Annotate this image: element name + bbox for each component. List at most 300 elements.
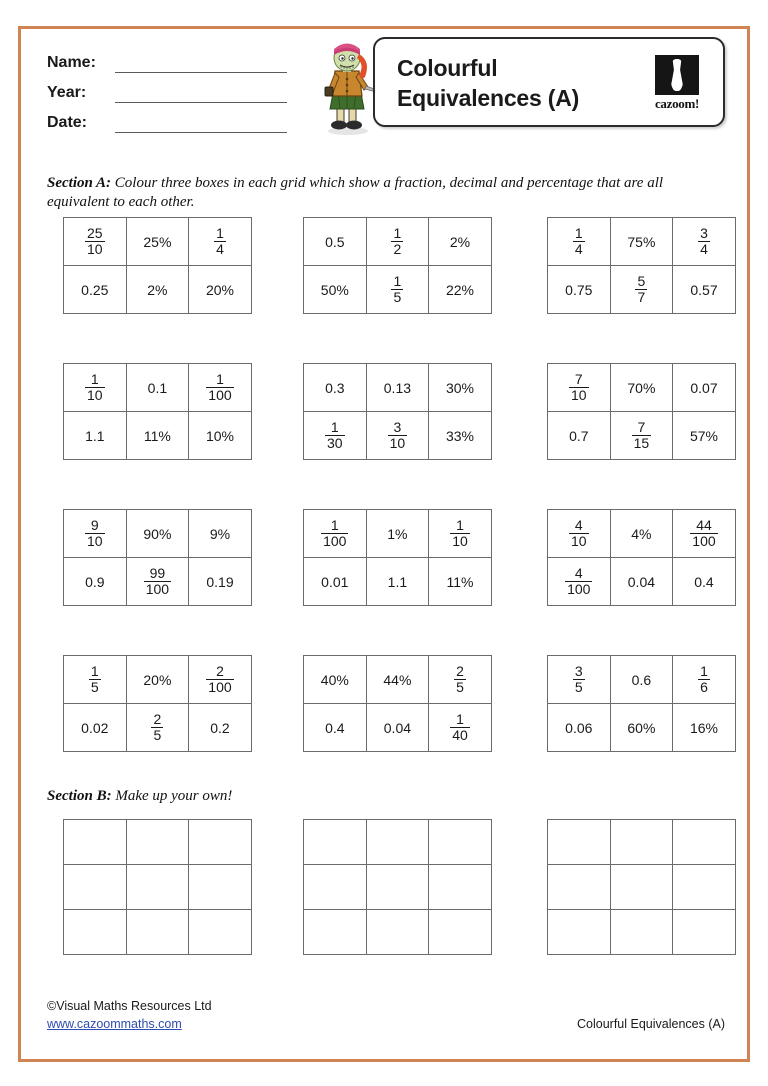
equivalence-grid [303,655,492,752]
footer-credits [47,997,212,1033]
name-field-input-line[interactable] [115,57,287,73]
blank-grid-slot [499,819,725,955]
grid-cell[interactable] [304,364,367,412]
grid-cell[interactable] [610,510,673,558]
fraction-value [85,226,105,256]
table-row [64,218,252,266]
fraction-denominator: 10 [571,387,587,403]
fraction-numerator: 1 [330,419,339,436]
fraction-numerator: 1 [216,225,224,242]
blank-grid-cell[interactable] [304,820,367,865]
fraction-denominator: 4 [700,241,708,257]
grid-row-group [47,217,727,363]
grid-cell[interactable] [304,656,367,704]
grid-cell[interactable] [610,364,673,412]
student-info-block [47,43,287,133]
fraction-numerator: 1 [90,663,99,680]
cell-value: 0.7 [569,427,589,444]
blank-grid-cell[interactable] [366,820,429,865]
grid-cell[interactable] [189,364,252,412]
cell-value: 60% [627,719,656,736]
table-row [64,364,252,412]
cell-value: 4% [631,525,652,542]
grid-cell[interactable] [189,412,252,460]
blank-grid-cell[interactable] [189,910,252,955]
cell-value: 50% [320,281,349,298]
table-row [64,266,252,314]
grid-cell[interactable] [189,558,252,606]
cell-value: 0.2 [210,719,230,736]
fraction-numerator: 1 [574,225,583,242]
blank-grid-cell[interactable] [673,865,736,910]
grid-cell[interactable] [64,558,127,606]
fraction-value [454,664,466,694]
fraction-numerator: 3 [700,225,708,242]
fraction-denominator: 4 [216,241,224,257]
grid-cell[interactable] [126,218,189,266]
cell-value: 0.01 [321,573,349,590]
fraction-numerator: 99 [149,565,166,582]
table-row [304,865,492,910]
grid-row-group [47,509,727,655]
fraction-numerator: 3 [574,663,583,680]
blank-grid-cell[interactable] [429,820,492,865]
blank-equivalence-grid [63,819,252,955]
table-row [64,865,252,910]
blank-equivalence-grid [547,819,736,955]
fraction-denominator: 5 [90,679,99,695]
title-box [373,37,725,127]
grid-cell[interactable] [366,218,429,266]
fraction-value [450,518,470,548]
fraction-denominator: 100 [208,387,232,403]
grid-slot [47,363,273,509]
grid-cell[interactable] [673,656,736,704]
fraction-value [698,226,710,256]
fraction-numerator: 1 [456,711,464,728]
cell-value: 10% [205,427,234,444]
cell-value: 2% [147,281,168,298]
table-row [64,412,252,460]
grid-slot [273,363,499,509]
cell-value: 2% [449,233,471,250]
name-field-label: Name: [47,54,96,71]
fraction-denominator: 100 [692,533,716,549]
fraction-numerator: 5 [637,273,646,290]
blank-grid-cell[interactable] [126,910,189,955]
cell-value: 16% [689,719,718,736]
date-field-input-line[interactable] [115,117,287,133]
equivalence-grid [63,655,252,752]
cell-value: 0.04 [627,573,656,590]
cell-value: 0.9 [85,573,105,590]
grid-cell[interactable] [548,704,611,752]
fraction-denominator: 4 [574,241,583,257]
table-row [304,510,492,558]
table-row [548,218,736,266]
blank-grid-cell[interactable] [548,865,611,910]
cell-value: 0.04 [383,719,412,736]
table-row [548,266,736,314]
cell-value: 30% [445,379,474,396]
blank-grid-cell[interactable] [366,865,429,910]
grid-slot [499,217,725,363]
cell-value: 0.75 [565,281,593,298]
equivalence-grid [303,217,492,314]
grid-cell[interactable] [126,364,189,412]
blank-grid-cell[interactable] [429,910,492,955]
blank-grid-cell[interactable] [189,865,252,910]
grid-cell[interactable] [429,510,492,558]
blank-grid-slot [273,819,499,955]
table-row [548,865,736,910]
grid-cell[interactable] [304,704,367,752]
table-row [304,364,492,412]
fraction-numerator: 2 [216,663,224,680]
fraction-denominator: 10 [571,533,587,549]
grid-cell[interactable] [304,266,367,314]
table-row [548,558,736,606]
grid-cell[interactable] [673,364,736,412]
fraction-value [690,518,717,548]
cell-value: 11% [446,573,474,590]
cazoom-logo [647,55,707,113]
fraction-value [573,226,585,256]
table-row [64,656,252,704]
fraction-value [321,518,348,548]
cell-value: 0.57 [690,281,718,298]
page-title: Colourful Equivalences (A) [397,55,580,111]
cell-value: 1% [387,525,408,542]
cell-value: 0.13 [383,379,412,396]
footer-sheet-title: Colourful Equivalences (A) [577,1017,725,1031]
table-row [64,510,252,558]
fraction-value [144,566,171,596]
fraction-denominator: 100 [145,581,170,597]
equivalence-grid [547,509,736,606]
grid-cell[interactable] [366,704,429,752]
grid-cell[interactable] [366,558,429,606]
grid-cell[interactable] [429,218,492,266]
blank-grid-cell[interactable] [548,910,611,955]
table-row [64,820,252,865]
fraction-value [565,566,592,596]
grid-cell[interactable] [610,218,673,266]
fraction-denominator: 5 [574,679,583,695]
grid-cell[interactable] [366,656,429,704]
fraction-value [573,664,585,694]
grid-slot [47,509,273,655]
cell-value: 0.07 [690,379,718,396]
cazoom-logo-wordmark: cazoom! [654,96,700,111]
grid-cell[interactable] [64,364,127,412]
cell-value: 57% [689,427,718,444]
table-row [64,704,252,752]
worksheet-header [21,29,747,141]
fraction-denominator: 100 [323,533,347,549]
grid-cell[interactable] [189,656,252,704]
fraction-denominator: 30 [327,435,343,451]
footer-website-link[interactable]: www.cazoommaths.com [47,1017,182,1031]
cell-value: 75% [627,233,656,250]
fraction-numerator: 1 [456,517,464,534]
cell-value: 0.19 [206,573,234,590]
section-b-grids [47,819,727,955]
fraction-denominator: 2 [393,241,402,257]
fraction-numerator: 1 [700,663,708,680]
blank-grid-cell[interactable] [304,910,367,955]
grid-cell[interactable] [366,364,429,412]
fraction-numerator: 1 [393,273,402,290]
cell-value: 1.1 [85,427,105,444]
cell-value: 0.25 [81,281,109,298]
cell-value: 90% [143,525,172,542]
grid-cell[interactable] [366,266,429,314]
table-row [548,910,736,955]
fraction-numerator: 4 [574,565,583,582]
fraction-numerator: 7 [574,371,583,388]
blank-grid-cell[interactable] [673,910,736,955]
grid-cell[interactable] [429,364,492,412]
cell-value: 0.1 [147,379,168,396]
fraction-value [325,420,345,450]
grid-cell[interactable] [673,510,736,558]
fraction-denominator: 10 [87,387,103,403]
blank-grid-cell[interactable] [548,820,611,865]
table-row [304,412,492,460]
fraction-numerator: 1 [393,225,402,242]
grid-cell[interactable] [64,266,127,314]
equivalence-grid [547,655,736,752]
grid-cell[interactable] [673,412,736,460]
grid-cell[interactable] [126,656,189,704]
grid-cell[interactable] [429,656,492,704]
name-field-row [47,43,287,73]
grid-cell[interactable] [64,704,127,752]
table-row [304,266,492,314]
blank-grid-cell[interactable] [610,865,673,910]
table-row [304,558,492,606]
blank-grid-cell[interactable] [126,820,189,865]
cell-value: 0.5 [325,233,345,250]
fraction-denominator: 10 [87,241,103,257]
table-row [548,704,736,752]
fraction-denominator: 5 [393,289,402,305]
fraction-value [391,226,403,256]
fraction-numerator: 7 [637,419,646,436]
grid-cell[interactable] [189,218,252,266]
blank-grid-cell[interactable] [610,910,673,955]
grid-cell[interactable] [189,510,252,558]
blank-grid-cell[interactable] [189,820,252,865]
grid-cell[interactable] [126,558,189,606]
cell-value: 0.06 [565,719,593,736]
grid-cell[interactable] [304,510,367,558]
cazoom-logo-mark-icon [655,55,699,95]
blank-grid-cell[interactable] [64,910,127,955]
section-a-description: Colour three boxes in each grid which show a fraction, decimal and percentage that are all equivalent to each other. [47,175,664,210]
blank-equivalence-grid [303,819,492,955]
grid-cell[interactable] [610,704,673,752]
fraction-denominator: 100 [208,679,232,695]
fraction-value [206,372,233,402]
fraction-numerator: 3 [393,419,402,436]
fraction-denominator: 100 [567,581,591,597]
grid-cell[interactable] [548,656,611,704]
grid-cell[interactable] [64,412,127,460]
grid-cell[interactable] [548,364,611,412]
grid-cell[interactable] [673,558,736,606]
fraction-value [450,712,470,742]
grid-slot [499,509,725,655]
cell-value: 20% [143,671,172,688]
grid-cell[interactable] [126,412,189,460]
grid-cell[interactable] [548,558,611,606]
section-b-heading [47,787,707,806]
fraction-value [391,274,403,304]
equivalence-grid [303,509,492,606]
grid-slot [47,217,273,363]
grid-cell[interactable] [366,510,429,558]
grid-cell[interactable] [64,218,127,266]
fraction-numerator: 44 [696,517,712,534]
cell-value: 40% [320,671,349,688]
grid-cell[interactable] [610,266,673,314]
fraction-value [85,372,105,402]
grid-cell[interactable] [126,704,189,752]
cell-value: 0.02 [81,719,109,736]
section-a-heading [47,174,707,212]
fraction-denominator: 7 [637,289,646,305]
blank-grid-cell[interactable] [366,910,429,955]
grid-row-group [47,655,727,801]
fraction-denominator: 6 [700,679,708,695]
fraction-numerator: 9 [90,517,99,534]
table-row [548,364,736,412]
cell-value: 0.4 [694,573,714,590]
table-row [548,510,736,558]
equivalence-grid [547,363,736,460]
date-field-label: Date: [47,114,88,131]
fraction-denominator: 40 [452,727,468,743]
grid-cell[interactable] [189,704,252,752]
grid-slot [499,363,725,509]
blank-grid-cell[interactable] [673,820,736,865]
fraction-numerator: 2 [456,663,464,680]
grid-cell[interactable] [304,218,367,266]
fraction-denominator: 5 [456,679,464,695]
grid-cell[interactable] [548,510,611,558]
cell-value: 33% [445,427,474,444]
grid-cell[interactable] [673,704,736,752]
footer-copyright: ©Visual Maths Resources Ltd [47,999,212,1013]
section-b-description: Make up your own! [111,788,233,804]
grid-cell[interactable] [304,558,367,606]
equivalence-grid [63,363,252,460]
table-row [548,656,736,704]
blank-grid-cell[interactable] [64,820,127,865]
cell-value: 70% [627,379,656,396]
cell-value: 1.1 [387,573,408,590]
table-row [304,820,492,865]
grid-cell[interactable] [189,266,252,314]
grid-cell[interactable] [429,266,492,314]
blank-grid-cell[interactable] [126,865,189,910]
grid-slot [273,509,499,655]
fraction-numerator: 1 [330,517,339,534]
equivalence-grid [63,509,252,606]
table-row [304,218,492,266]
grid-slot [499,655,725,801]
fraction-value [698,664,710,694]
cell-value: 11% [143,427,171,444]
grid-cell[interactable] [548,218,611,266]
fraction-value [569,518,589,548]
blank-grid-cell[interactable] [610,820,673,865]
grid-cell[interactable] [64,656,127,704]
fraction-denominator: 10 [87,533,103,549]
grid-cell[interactable] [673,266,736,314]
table-row [64,558,252,606]
grid-cell[interactable] [429,412,492,460]
blank-grid-cell[interactable] [429,865,492,910]
grid-slot [47,655,273,801]
cell-value: 0.3 [325,379,345,396]
table-row [304,910,492,955]
cell-value: 44% [383,671,412,688]
grid-cell[interactable] [548,412,611,460]
grid-cell[interactable] [126,266,189,314]
grid-slot [273,217,499,363]
worksheet-page [18,26,750,1062]
grid-cell[interactable] [126,510,189,558]
cell-value: 0.4 [325,719,345,736]
grid-cell[interactable] [610,412,673,460]
equivalence-grid [63,217,252,314]
grid-cell[interactable] [673,218,736,266]
equivalence-grid [303,363,492,460]
fraction-value [635,274,647,304]
table-row [548,412,736,460]
fraction-numerator: 1 [90,371,99,388]
section-a-grids [47,217,727,801]
fraction-value [388,420,408,450]
grid-cell[interactable] [64,510,127,558]
blank-grid-cell[interactable] [64,865,127,910]
grid-cell[interactable] [610,656,673,704]
grid-cell[interactable] [304,412,367,460]
fraction-numerator: 4 [574,517,583,534]
grid-cell[interactable] [429,558,492,606]
table-row [304,656,492,704]
grid-cell[interactable] [366,412,429,460]
worksheet-footer [47,997,727,1043]
blank-grid-cell[interactable] [304,865,367,910]
fraction-numerator: 2 [153,711,162,728]
year-field-input-line[interactable] [115,87,287,103]
fraction-value [214,226,226,256]
fraction-denominator: 10 [389,435,406,451]
fraction-value [632,420,652,450]
grid-cell[interactable] [548,266,611,314]
grid-cell[interactable] [610,558,673,606]
blank-grid-slot [47,819,273,955]
table-row [548,820,736,865]
grid-cell[interactable] [429,704,492,752]
date-field-row [47,103,287,133]
year-field-row [47,73,287,103]
table-row [64,910,252,955]
